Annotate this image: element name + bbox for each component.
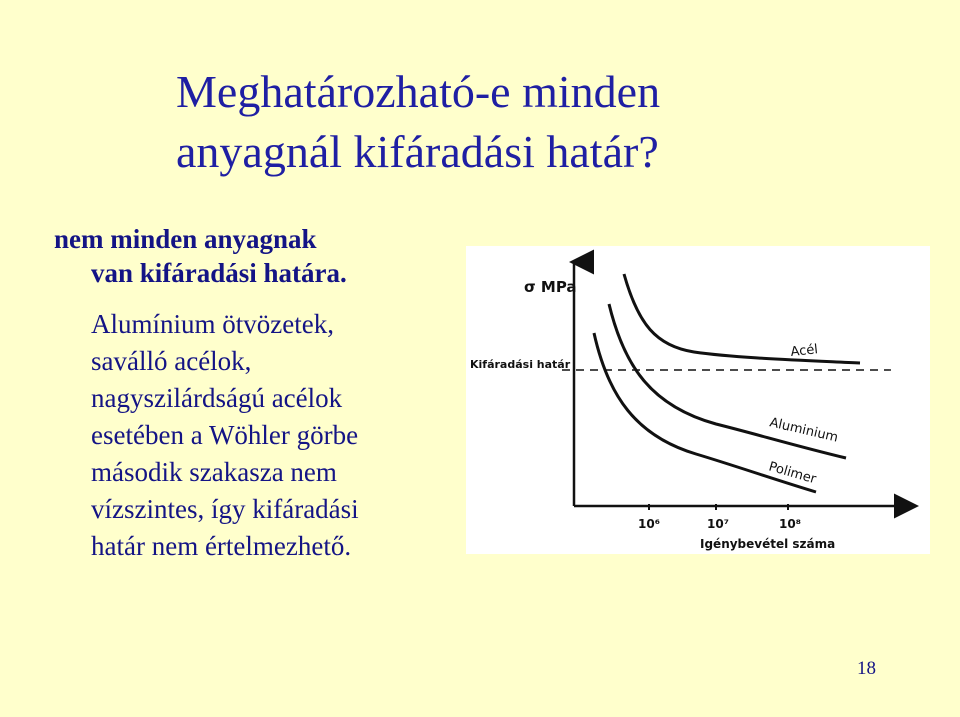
aluminium-curve-label: Aluminium: [768, 415, 840, 446]
wohler-curve-svg: [466, 246, 930, 554]
body-line-7: határ nem értelmezhető.: [91, 531, 352, 561]
body-paragraph: [91, 306, 359, 565]
body-line-5: második szakasza nem: [91, 457, 337, 487]
page-number: 18: [857, 658, 876, 679]
x-tick-label-3: 10⁸: [779, 517, 801, 531]
lead-line-1: nem minden anyagnak: [54, 224, 317, 254]
steel-curve: [624, 274, 860, 363]
x-tick-label-2: 10⁷: [707, 517, 729, 531]
lead-statement: [54, 222, 347, 290]
x-axis-label: Igénybevétel száma: [700, 537, 836, 551]
body-line-4: esetében a Wöhler görbe: [91, 420, 359, 450]
lead-line-2: van kifáradási határa.: [91, 258, 347, 288]
slide-title-line-2: anyagnál kifáradási határ?: [176, 126, 659, 177]
body-line-3: nagyszilárdságú acélok: [91, 383, 343, 413]
body-line-1: Alumínium ötvözetek,: [91, 309, 334, 339]
polymer-curve-label: Polimer: [766, 459, 818, 488]
body-line-6: vízszintes, így kifáradási: [91, 494, 359, 524]
steel-curve-label: Acél: [789, 342, 819, 360]
slide-title: [176, 62, 936, 182]
wohler-curve-figure: [466, 246, 930, 554]
slide-title-line-1: Meghatározható-e minden: [176, 66, 661, 117]
x-tick-label-1: 10⁶: [638, 517, 660, 531]
fatigue-limit-label: Kifáradási határ: [470, 358, 571, 371]
body-line-2: saválló acélok,: [91, 346, 252, 376]
y-axis-label: σ MPa: [524, 278, 577, 296]
